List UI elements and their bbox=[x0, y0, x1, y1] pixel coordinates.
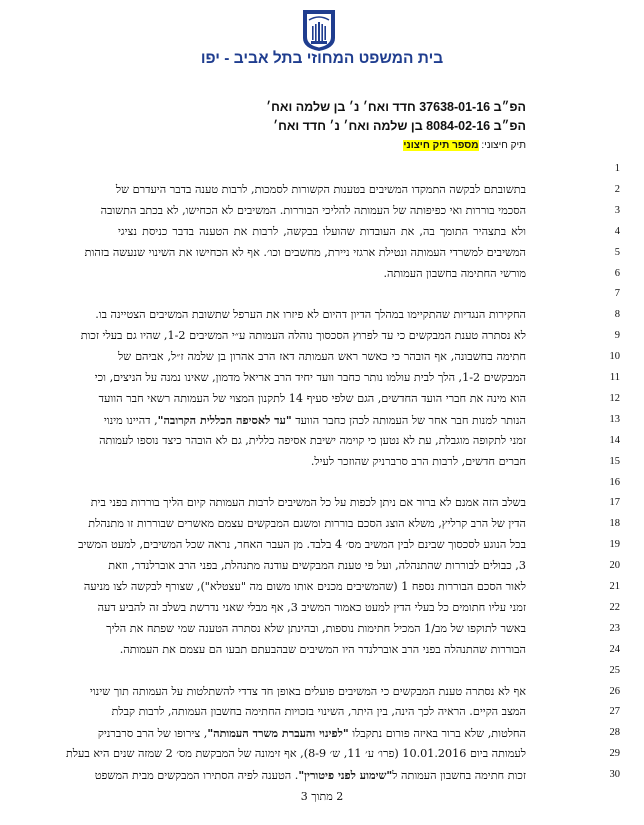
line-number: 21 bbox=[609, 581, 620, 592]
body-line: בתשובתם לבקשה התמקדו המשיבים בטענות הקשורות לסמכות, לרבות טענה בדבר היעדרם של bbox=[115, 183, 526, 196]
body-line: המצב הקיים. הראיה לכך הינה, בין היתר, השינוי בזכויות החתימה בחשבון העמותה, לרבות קבלת bbox=[111, 705, 526, 718]
line-number: 17 bbox=[609, 497, 620, 508]
line-number: 20 bbox=[609, 560, 620, 571]
body-line: אף לא נסתרה טענת המבקשים כי המשיבים פועלים באופן חד צדדי להשתלטות על העמותה תוך שינוי bbox=[89, 685, 526, 698]
line-number: 1 bbox=[614, 163, 620, 174]
line-number: 2 bbox=[614, 184, 620, 195]
body-line: החקירות הנגדיות שהתקיימו במהלך הדיון דהיום לא פיזרו את הערפל שתשובת המשיבים הצטיינה בו. bbox=[95, 308, 526, 321]
line-number: 18 bbox=[609, 518, 620, 529]
body-line: מורשי החתימה בחשבון העמותה. bbox=[383, 267, 526, 280]
court-name: בית המשפט המחוזי בתל אביב - יפו bbox=[200, 50, 444, 67]
external-file-value: מספר תיק חיצוני bbox=[403, 140, 479, 151]
body-line: בכל הנוגע לסכסוך שבינם לבין המשיב מס׳ 4 בלבד. מן העבר האחר, נראה שכל המשיבים, למעט המשיב bbox=[78, 538, 526, 551]
line-number: 11 bbox=[609, 372, 620, 383]
line-number: 25 bbox=[609, 665, 620, 676]
line-number: 15 bbox=[609, 456, 620, 467]
page-number: 2 מתוך 3 bbox=[300, 790, 344, 803]
body-line: הוא מינה את חברי הועד החדשים, הגם שלפי סעיף 14 לתקנון המצוי של העמותה רשאי חבר הוועד bbox=[98, 392, 526, 405]
body-line: חתימה בחשבונה, אף הובהר כי כאשר ראש העמותה דאז הרב אהרון בן שלמה ז״ל, אביהם של bbox=[118, 350, 526, 363]
line-number: 4 bbox=[614, 226, 620, 237]
body-line: חברים חדשים, לרבות הרב סרברניק שהוזכר לעיל. bbox=[310, 455, 526, 468]
body-line: הדין של הרב קרליץ, משלא הוצג הסכם בוררות ומשגם המבקשים עצמם מאשרים שבוררות זו מתנהלת bbox=[88, 517, 526, 530]
body-line: 3, כבולים לבוררות שהתנהלה, ועל פי טענת המבקשים עודנה מתנהלת, בפני הרב אוברלנדר, וזאת bbox=[108, 559, 526, 572]
line-number: 27 bbox=[609, 706, 620, 717]
body-line: לאור הסכם הבוררות נספח 1 (שהמשיבים מכנים אותו משום מה "עצטלא"), שצורף לבקשה לצו מניעה bbox=[83, 580, 526, 593]
body-line: הסכמי בוררות ואי כפיפותה של העמותה להליכי הבוררות. המשיבים לא הכחישו, לא בכתב התשובה bbox=[100, 204, 526, 217]
line-number: 23 bbox=[609, 623, 620, 634]
body-line: באשר לתוקפו של מב/1 המכיל חתימות נוספות, ובהינתן שלא נסתרה הטענה שמי שפתח את הליך bbox=[106, 622, 526, 635]
body-line bbox=[118, 474, 526, 492]
line-number: 16 bbox=[609, 477, 620, 488]
line-number: 3 bbox=[614, 205, 620, 216]
line-number: 12 bbox=[609, 393, 620, 404]
body-line bbox=[118, 160, 526, 178]
line-number: 8 bbox=[614, 309, 620, 320]
line-number: 7 bbox=[614, 288, 620, 299]
body-line: הנותר למנות חבר אחר של העמותה לכהן כחבר הוועד "עד לאסיפה הכללית הקרובה", דהיינו מינוי bbox=[103, 413, 526, 427]
line-number: 26 bbox=[609, 686, 620, 697]
body-line: זכות חתימה בחשבון העמותה ל"שימוע לפני פיטורין". הטענה לפיה הסתירו המבקשים מבית המשפט bbox=[94, 768, 526, 782]
body-line: הבוררות שהתנהלה בפני הרב אוברלנדר היו המשיבים שבהבעתם תבעו הם עצמם את העמותה. bbox=[119, 643, 526, 656]
external-file-label: תיק חיצוני: bbox=[481, 140, 526, 151]
state-emblem-icon bbox=[299, 8, 339, 52]
line-number: 24 bbox=[609, 644, 620, 655]
body-line: החלטות, שלא ברור באיזה פורום נתקבלו "לפינוי והעברת משרד העמותה", צירופו של הרב סרברניק bbox=[97, 726, 526, 740]
line-number: 6 bbox=[614, 268, 620, 279]
line-number: 28 bbox=[609, 727, 620, 738]
external-file bbox=[403, 140, 526, 151]
line-number: 30 bbox=[609, 769, 620, 780]
body-line: לא נסתרה טענת המבקשים כי עד לפרוץ הסכסוך נוהלה העמותה ע״י המשיבים 1-2, שהיו גם בעלי זכות bbox=[80, 329, 526, 342]
line-number: 29 bbox=[609, 748, 620, 759]
body-line bbox=[118, 662, 526, 680]
body-line: לעמותה ביום 10.01.2016 (פרו׳ ע׳ 11, ש׳ 8-9), אף זימונה של המבקשת מס׳ 2 שמזה שנים היא בעלת bbox=[65, 747, 526, 760]
body-line bbox=[118, 285, 526, 303]
line-number: 10 bbox=[609, 351, 620, 362]
case-number-2: הפ״ב 8084-02-16 בן שלמה ואח׳ נ׳ חדד ואח׳ bbox=[273, 119, 526, 133]
line-number: 19 bbox=[609, 539, 620, 550]
line-number: 5 bbox=[614, 247, 620, 258]
line-number: 13 bbox=[609, 414, 620, 425]
body-line: זמני לתקופה מוגבלת, עת לא נטען כי קוימה ישיבת אסיפה כללית, גם לא הובהר כיצד נוספו לעמותה bbox=[99, 434, 526, 447]
body-line: המבקשים 1-2, הלך לבית עולמו נותר כחבר וועד יחיד הרב אריאל מדמון, שאינו נמנה על הניצים, וכי bbox=[94, 371, 526, 384]
body-line: המשיבים למשרדי העמותה ונטילת ארגזי ניירת, מחשבים וכו׳. אף לא הכחישו את השינוי שנעשה בזהות bbox=[84, 246, 526, 259]
case-number-1: הפ״ב 37638-01-16 חדד ואח׳ נ׳ בן שלמה ואח׳ bbox=[266, 100, 526, 114]
line-number: 14 bbox=[609, 435, 620, 446]
body-line: זמני עליו חתומים כל בעלי הדין למעט כאמור המשיב 3, אף מבלי שאני נדרשת בשלב זה להביע דעה bbox=[97, 601, 526, 614]
line-number: 9 bbox=[614, 330, 620, 341]
body-line: ולא בתצהיר התומך בה, את העובדות שהועלו בבקשה, לרבות את הטענה בדבר כניסת נציגי bbox=[118, 225, 526, 238]
line-number: 22 bbox=[609, 602, 620, 613]
body-line: בשלב הזה אמנם לא ברור אם ניתן לכפות על כל המשיבים לרבות העמותה קיום הליך בוררות בפני בית bbox=[90, 496, 526, 509]
